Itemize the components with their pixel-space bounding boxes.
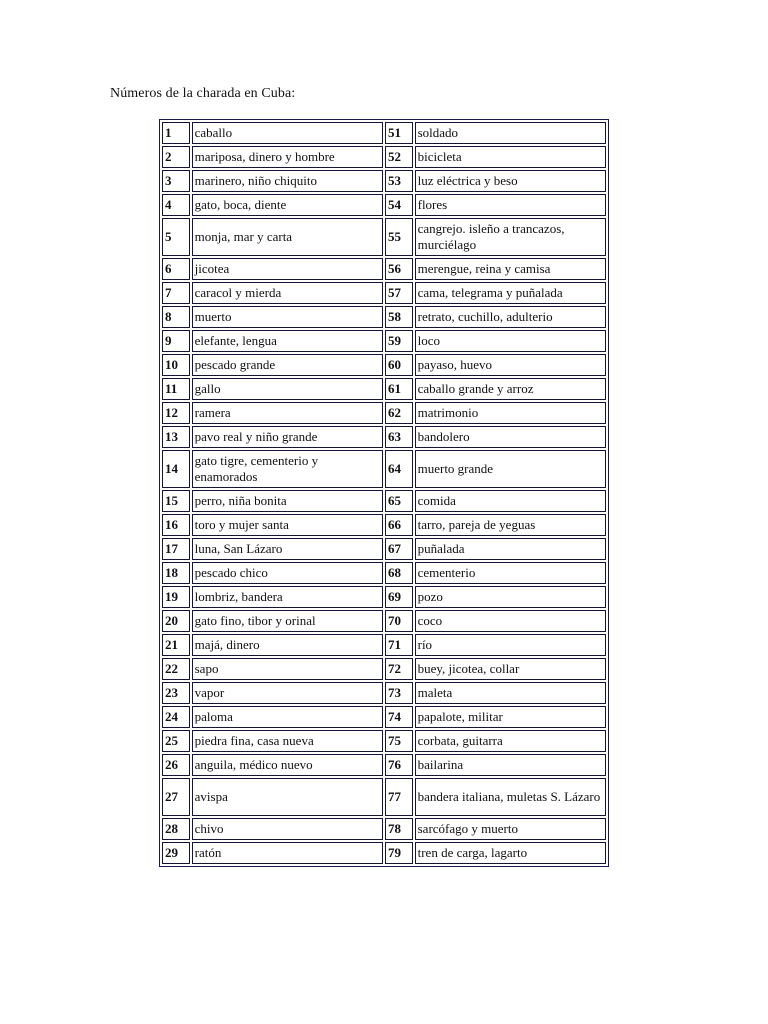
- table-row: [162, 450, 606, 488]
- charada-meaning: elefante, lengua: [192, 330, 383, 352]
- charada-number: 25: [162, 730, 190, 752]
- charada-meaning: cangrejo. isleño a trancazos, murciélago: [415, 218, 606, 256]
- charada-meaning: muerto: [192, 306, 383, 328]
- table-row: [162, 122, 606, 144]
- charada-number: 74: [385, 706, 413, 728]
- charada-number: 11: [162, 378, 190, 400]
- charada-meaning: gallo: [192, 378, 383, 400]
- charada-meaning: matrimonio: [415, 402, 606, 424]
- charada-number: 52: [385, 146, 413, 168]
- charada-number: 61: [385, 378, 413, 400]
- table-row: [162, 730, 606, 752]
- charada-number: 12: [162, 402, 190, 424]
- charada-meaning: soldado: [415, 122, 606, 144]
- charada-number: 66: [385, 514, 413, 536]
- charada-meaning: lombriz, bandera: [192, 586, 383, 608]
- charada-number: 22: [162, 658, 190, 680]
- charada-number: 2: [162, 146, 190, 168]
- charada-meaning: cementerio: [415, 562, 606, 584]
- charada-number: 51: [385, 122, 413, 144]
- charada-meaning: caballo: [192, 122, 383, 144]
- charada-number: 20: [162, 610, 190, 632]
- charada-meaning: anguila, médico nuevo: [192, 754, 383, 776]
- charada-number: 57: [385, 282, 413, 304]
- charada-meaning: puñalada: [415, 538, 606, 560]
- charada-meaning: gato tigre, cementerio y enamorados: [192, 450, 383, 488]
- charada-meaning: sapo: [192, 658, 383, 680]
- charada-meaning: retrato, cuchillo, adulterio: [415, 306, 606, 328]
- charada-meaning: río: [415, 634, 606, 656]
- charada-number: 60: [385, 354, 413, 376]
- charada-number: 73: [385, 682, 413, 704]
- table-row: [162, 586, 606, 608]
- charada-meaning: mariposa, dinero y hombre: [192, 146, 383, 168]
- charada-meaning: bicicleta: [415, 146, 606, 168]
- charada-number: 68: [385, 562, 413, 584]
- charada-meaning: perro, niña bonita: [192, 490, 383, 512]
- charada-meaning: loco: [415, 330, 606, 352]
- charada-number: 1: [162, 122, 190, 144]
- charada-meaning: monja, mar y carta: [192, 218, 383, 256]
- charada-number: 28: [162, 818, 190, 840]
- charada-meaning: ramera: [192, 402, 383, 424]
- charada-meaning: pavo real y niño grande: [192, 426, 383, 448]
- charada-number: 23: [162, 682, 190, 704]
- table-row: [162, 194, 606, 216]
- charada-number: 75: [385, 730, 413, 752]
- charada-meaning: avispa: [192, 778, 383, 816]
- charada-number: 3: [162, 170, 190, 192]
- charada-meaning: caballo grande y arroz: [415, 378, 606, 400]
- charada-number: 78: [385, 818, 413, 840]
- charada-meaning: vapor: [192, 682, 383, 704]
- charada-number: 77: [385, 778, 413, 816]
- charada-table-body: [162, 122, 606, 864]
- charada-number: 13: [162, 426, 190, 448]
- page-heading: Números de la charada en Cuba:: [110, 86, 296, 101]
- charada-meaning: comida: [415, 490, 606, 512]
- charada-number: 55: [385, 218, 413, 256]
- charada-number: 67: [385, 538, 413, 560]
- table-row: [162, 282, 606, 304]
- charada-meaning: pescado chico: [192, 562, 383, 584]
- charada-meaning: bailarina: [415, 754, 606, 776]
- charada-number: 7: [162, 282, 190, 304]
- table-row: [162, 706, 606, 728]
- table-row: [162, 514, 606, 536]
- table-row: [162, 218, 606, 256]
- charada-meaning: cama, telegrama y puñalada: [415, 282, 606, 304]
- charada-meaning: corbata, guitarra: [415, 730, 606, 752]
- charada-meaning: caracol y mierda: [192, 282, 383, 304]
- charada-number: 24: [162, 706, 190, 728]
- charada-table: [159, 119, 609, 867]
- table-row: [162, 490, 606, 512]
- charada-number: 69: [385, 586, 413, 608]
- charada-meaning: gato fino, tibor y orinal: [192, 610, 383, 632]
- table-row: [162, 634, 606, 656]
- table-row: [162, 330, 606, 352]
- charada-number: 72: [385, 658, 413, 680]
- charada-number: 27: [162, 778, 190, 816]
- charada-meaning: flores: [415, 194, 606, 216]
- table-row: [162, 146, 606, 168]
- table-row: [162, 354, 606, 376]
- charada-number: 62: [385, 402, 413, 424]
- table-row: [162, 658, 606, 680]
- charada-number: 21: [162, 634, 190, 656]
- table-row: [162, 402, 606, 424]
- table-row: [162, 818, 606, 840]
- charada-number: 54: [385, 194, 413, 216]
- charada-number: 70: [385, 610, 413, 632]
- charada-number: 63: [385, 426, 413, 448]
- charada-number: 56: [385, 258, 413, 280]
- charada-number: 8: [162, 306, 190, 328]
- charada-meaning: piedra fina, casa nueva: [192, 730, 383, 752]
- charada-number: 65: [385, 490, 413, 512]
- charada-number: 19: [162, 586, 190, 608]
- table-row: [162, 538, 606, 560]
- charada-meaning: bandolero: [415, 426, 606, 448]
- charada-meaning: luna, San Lázaro: [192, 538, 383, 560]
- charada-number: 17: [162, 538, 190, 560]
- charada-meaning: ratón: [192, 842, 383, 864]
- charada-number: 15: [162, 490, 190, 512]
- charada-meaning: marinero, niño chiquito: [192, 170, 383, 192]
- charada-number: 9: [162, 330, 190, 352]
- charada-number: 53: [385, 170, 413, 192]
- charada-number: 4: [162, 194, 190, 216]
- charada-meaning: paloma: [192, 706, 383, 728]
- charada-number: 16: [162, 514, 190, 536]
- charada-meaning: pozo: [415, 586, 606, 608]
- charada-number: 79: [385, 842, 413, 864]
- charada-meaning: payaso, huevo: [415, 354, 606, 376]
- table-row: [162, 258, 606, 280]
- charada-number: 76: [385, 754, 413, 776]
- table-row: [162, 306, 606, 328]
- charada-meaning: buey, jicotea, collar: [415, 658, 606, 680]
- charada-number: 29: [162, 842, 190, 864]
- table-row: [162, 842, 606, 864]
- table-row: [162, 610, 606, 632]
- charada-number: 5: [162, 218, 190, 256]
- table-row: [162, 562, 606, 584]
- charada-meaning: pescado grande: [192, 354, 383, 376]
- charada-meaning: coco: [415, 610, 606, 632]
- charada-number: 26: [162, 754, 190, 776]
- charada-meaning: bandera italiana, muletas S. Lázaro: [415, 778, 606, 816]
- table-row: [162, 426, 606, 448]
- charada-number: 58: [385, 306, 413, 328]
- charada-meaning: papalote, militar: [415, 706, 606, 728]
- table-row: [162, 778, 606, 816]
- charada-number: 18: [162, 562, 190, 584]
- charada-meaning: luz eléctrica y beso: [415, 170, 606, 192]
- charada-meaning: tren de carga, lagarto: [415, 842, 606, 864]
- table-row: [162, 170, 606, 192]
- charada-meaning: chivo: [192, 818, 383, 840]
- charada-meaning: merengue, reina y camisa: [415, 258, 606, 280]
- table-row: [162, 754, 606, 776]
- charada-meaning: tarro, pareja de yeguas: [415, 514, 606, 536]
- charada-meaning: gato, boca, diente: [192, 194, 383, 216]
- table-row: [162, 378, 606, 400]
- charada-number: 6: [162, 258, 190, 280]
- table-row: [162, 682, 606, 704]
- charada-number: 14: [162, 450, 190, 488]
- charada-number: 10: [162, 354, 190, 376]
- charada-number: 71: [385, 634, 413, 656]
- charada-meaning: jicotea: [192, 258, 383, 280]
- charada-meaning: majá, dinero: [192, 634, 383, 656]
- charada-meaning: sarcófago y muerto: [415, 818, 606, 840]
- charada-number: 64: [385, 450, 413, 488]
- charada-meaning: maleta: [415, 682, 606, 704]
- charada-meaning: toro y mujer santa: [192, 514, 383, 536]
- charada-number: 59: [385, 330, 413, 352]
- charada-meaning: muerto grande: [415, 450, 606, 488]
